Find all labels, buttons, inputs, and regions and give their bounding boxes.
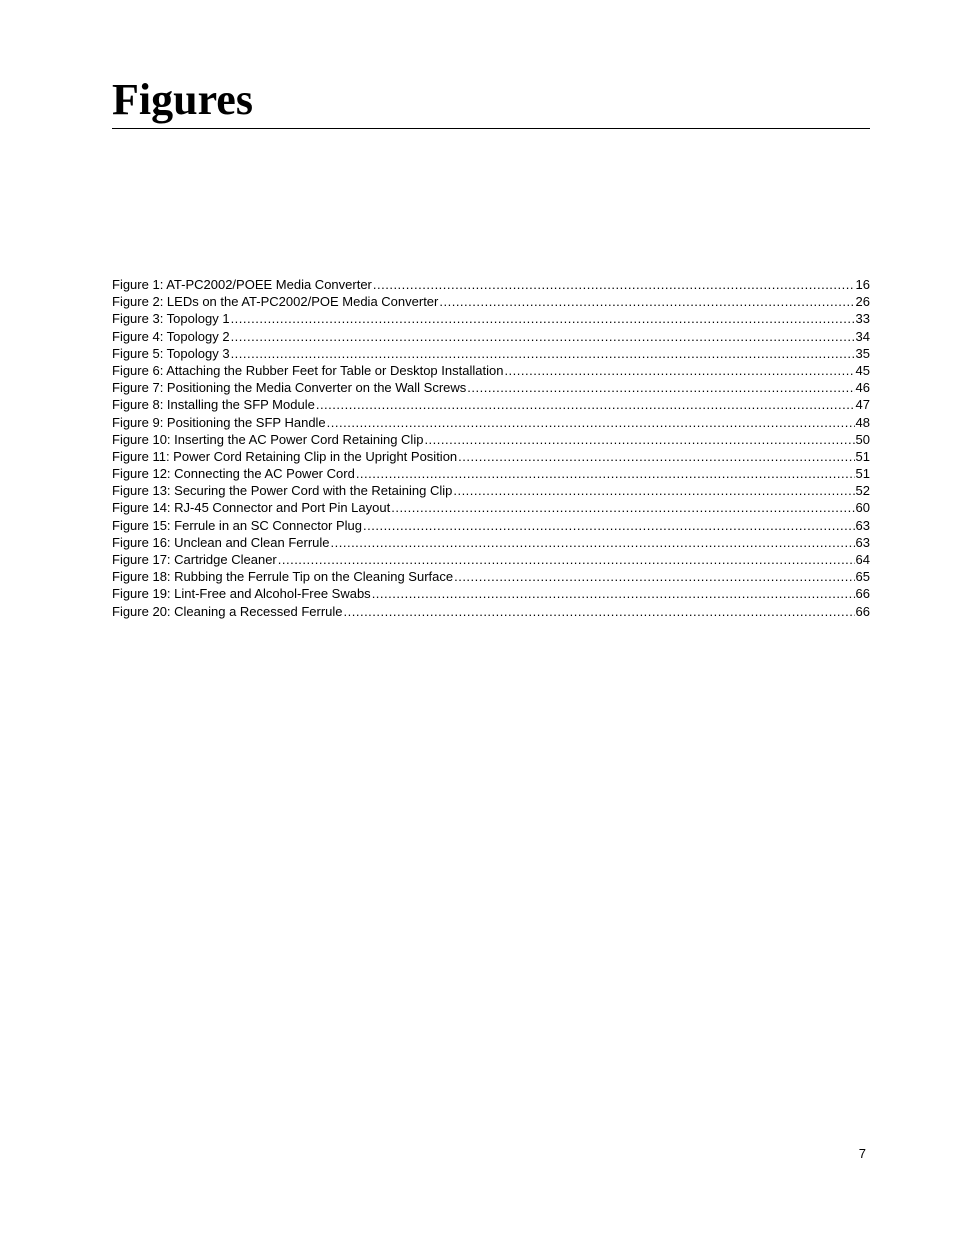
page-title: Figures bbox=[112, 75, 253, 124]
toc-entry[interactable] bbox=[112, 448, 870, 465]
toc-entry-label: Figure 8: Installing the SFP Module bbox=[112, 397, 315, 413]
toc-entry[interactable] bbox=[112, 293, 870, 310]
title-divider bbox=[112, 128, 870, 129]
dot-leader bbox=[372, 585, 855, 602]
dot-leader bbox=[231, 345, 855, 362]
toc-entry[interactable] bbox=[112, 310, 870, 327]
toc-entry-label: Figure 5: Topology 3 bbox=[112, 345, 230, 361]
toc-entry[interactable] bbox=[112, 465, 870, 482]
dot-leader bbox=[331, 534, 855, 551]
toc-entry[interactable] bbox=[112, 414, 870, 431]
dot-leader bbox=[391, 499, 854, 516]
dot-leader bbox=[504, 362, 854, 379]
toc-entry-label: Figure 4: Topology 2 bbox=[112, 328, 230, 344]
toc-entry-label: Figure 17: Cartridge Cleaner bbox=[112, 552, 277, 567]
toc-entry-page: 35 bbox=[855, 345, 870, 361]
toc-entry-page: 63 bbox=[855, 534, 870, 550]
toc-entry-page: 48 bbox=[855, 414, 870, 430]
toc-entry[interactable] bbox=[112, 345, 870, 362]
toc-entry-label: Figure 18: Rubbing the Ferrule Tip on the Cleaning Surface bbox=[112, 569, 454, 585]
toc-entry-label: Figure 11: Power Cord Retaining Clip in the Upright Position bbox=[112, 448, 458, 464]
dot-leader bbox=[439, 293, 854, 310]
toc-entry[interactable] bbox=[112, 551, 870, 568]
toc-entry-page: 65 bbox=[855, 569, 870, 585]
toc-entry-page: 46 bbox=[855, 380, 870, 396]
toc-entry[interactable] bbox=[112, 379, 870, 396]
toc-entry[interactable] bbox=[112, 585, 870, 602]
dot-leader bbox=[424, 431, 854, 448]
toc-entry-label: Figure 19: Lint-Free and Alcohol-Free Swabs bbox=[112, 586, 371, 602]
dot-leader bbox=[467, 379, 854, 396]
toc-entry-page: 34 bbox=[855, 328, 870, 344]
toc-entry-page: 16 bbox=[855, 277, 870, 292]
toc-entry[interactable] bbox=[112, 276, 870, 293]
toc-entry-label: Figure 15: Ferrule in an SC Connector Plug bbox=[112, 517, 363, 533]
toc-entry-label: Figure 10: Inserting the AC Power Cord Retaining Clip bbox=[112, 431, 424, 447]
toc-entry[interactable] bbox=[112, 603, 870, 620]
dot-leader bbox=[458, 448, 854, 465]
dot-leader bbox=[327, 414, 855, 431]
dot-leader bbox=[344, 603, 855, 620]
toc-entry-label: Figure 20: Cleaning a Recessed Ferrule bbox=[112, 603, 343, 619]
dot-leader bbox=[231, 310, 855, 327]
toc-entry[interactable] bbox=[112, 568, 870, 585]
toc-entry-page: 45 bbox=[855, 362, 870, 378]
toc-entry[interactable] bbox=[112, 431, 870, 448]
toc-entry-label: Figure 13: Securing the Power Cord with the Retaining Clip bbox=[112, 483, 453, 499]
toc-entry-label: Figure 12: Connecting the AC Power Cord bbox=[112, 466, 355, 482]
dot-leader bbox=[453, 482, 854, 499]
toc-entry[interactable] bbox=[112, 482, 870, 499]
page-number: 7 bbox=[858, 1146, 866, 1161]
dot-leader bbox=[278, 551, 855, 568]
toc-entry[interactable] bbox=[112, 362, 870, 379]
toc-entry-label: Figure 2: LEDs on the AT-PC2002/POE Media Converter bbox=[112, 294, 439, 310]
toc-entry-label: Figure 3: Topology 1 bbox=[112, 311, 230, 327]
toc-entry[interactable] bbox=[112, 534, 870, 551]
dot-leader bbox=[363, 517, 855, 534]
toc-entry-label: Figure 16: Unclean and Clean Ferrule bbox=[112, 534, 330, 550]
dot-leader bbox=[316, 396, 855, 413]
toc-entry-page: 66 bbox=[855, 586, 870, 602]
toc-entry-page: 64 bbox=[855, 552, 870, 567]
toc-entry-label: Figure 1: AT-PC2002/POEE Media Converter bbox=[112, 277, 372, 292]
toc-entry-page: 51 bbox=[855, 448, 870, 464]
toc-entry-page: 47 bbox=[855, 397, 870, 413]
toc-entry-label: Figure 7: Positioning the Media Converter on the Wall Screws bbox=[112, 380, 467, 396]
toc-entry[interactable] bbox=[112, 396, 870, 413]
list-of-figures bbox=[112, 276, 870, 620]
toc-entry-page: 60 bbox=[855, 500, 870, 516]
toc-entry[interactable] bbox=[112, 328, 870, 345]
toc-entry-label: Figure 6: Attaching the Rubber Feet for Table or Desktop Installation bbox=[112, 362, 504, 378]
toc-entry[interactable] bbox=[112, 499, 870, 516]
toc-entry-page: 51 bbox=[855, 466, 870, 482]
toc-entry-label: Figure 14: RJ-45 Connector and Port Pin Layout bbox=[112, 500, 391, 516]
dot-leader bbox=[373, 276, 855, 293]
toc-entry-page: 63 bbox=[855, 517, 870, 533]
dot-leader bbox=[231, 328, 855, 345]
toc-entry-page: 26 bbox=[855, 294, 870, 310]
toc-entry-label: Figure 9: Positioning the SFP Handle bbox=[112, 414, 326, 430]
toc-entry-page: 52 bbox=[855, 483, 870, 499]
toc-entry-page: 50 bbox=[855, 431, 870, 447]
dot-leader bbox=[454, 568, 854, 585]
toc-entry-page: 66 bbox=[855, 603, 870, 619]
toc-entry[interactable] bbox=[112, 517, 870, 534]
toc-entry-page: 33 bbox=[855, 311, 870, 327]
dot-leader bbox=[356, 465, 855, 482]
